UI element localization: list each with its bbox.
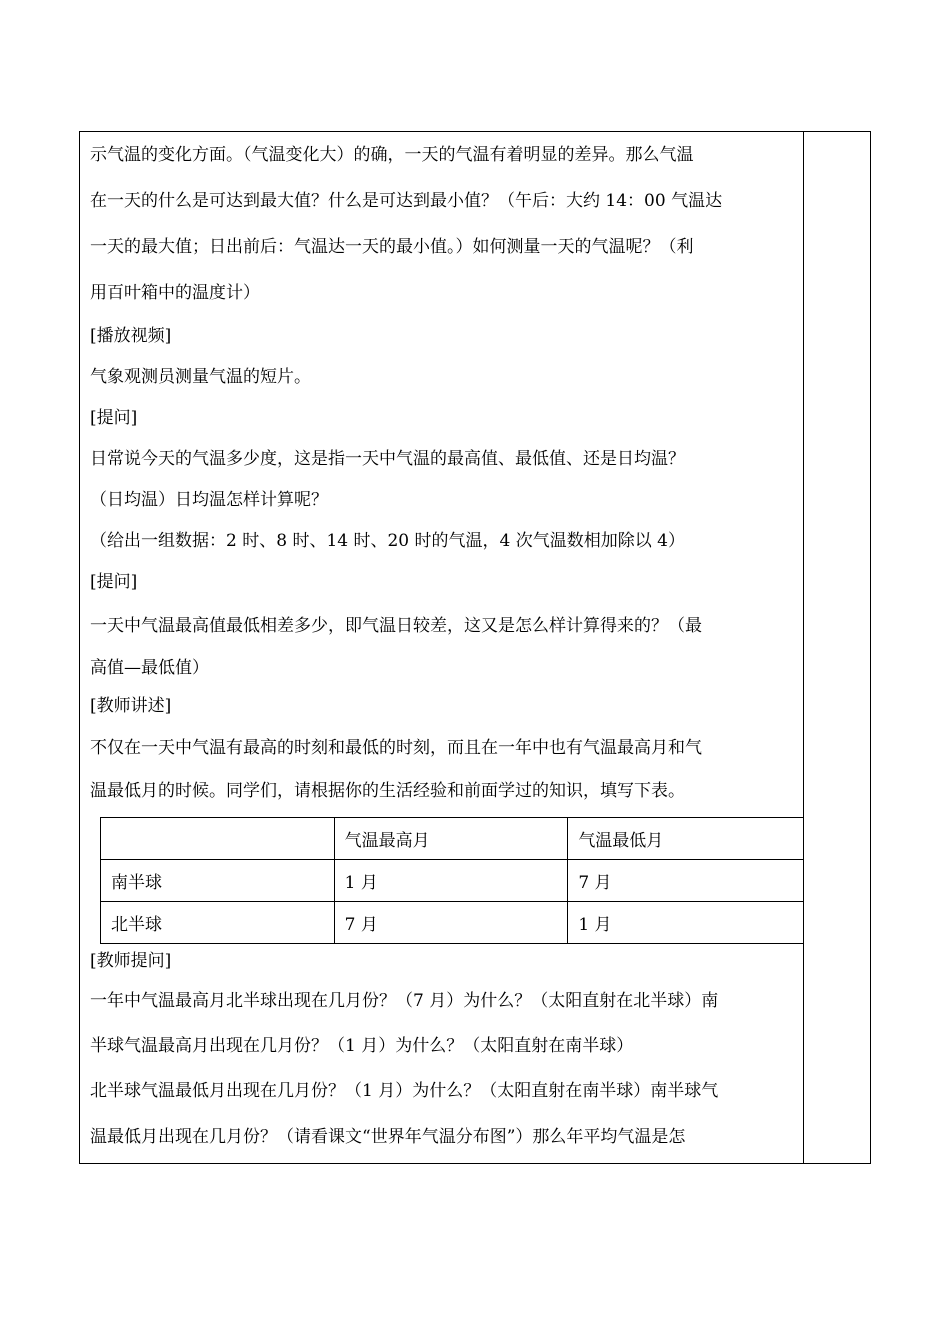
table-cell: 1 月 (568, 902, 804, 944)
intro-line-1: 示气温的变化方面。（气温变化大）的确，一天的气温有着明显的差异。那么气温 (90, 145, 694, 165)
temperature-month-table (100, 817, 804, 944)
question1-line-1: 日常说今天的气温多少度，这是指一天中气温的最高值、最低值、还是日均温？ (90, 449, 685, 469)
table-header-row (101, 818, 804, 860)
question2-line-1: 一天中气温最高值最低相差多少，即气温日较差，这又是怎么样计算得来的？（最 (90, 616, 702, 636)
question1-heading: [提问] (90, 408, 138, 428)
intro-paragraph (90, 132, 793, 316)
teacher-question-line-3: 北半球气温最低月出现在几月份？（1 月）为什么？（太阳直射在南半球）南半球气 (90, 1081, 719, 1101)
question1-line-2: （日均温）日均温怎样计算呢？ (90, 490, 328, 510)
question1-line-3: （给出一组数据：2 时、8 时、14 时、20 时的气温，4 次气温数相加除以 4） (90, 531, 685, 551)
table-row (101, 860, 804, 902)
notes-column-cell (804, 132, 870, 1163)
teacher-question-paragraph (90, 978, 793, 1160)
teacher-question-heading: [教师提问] (90, 951, 172, 971)
teacher-heading: [教师讲述] (90, 696, 172, 716)
teacher-question-line-4: 温最低月出现在几月份？（请看课文“世界年气温分布图”）那么年平均气温是怎 (90, 1127, 686, 1147)
video-text: 气象观测员测量气温的短片。 (90, 367, 311, 387)
teacher-question-line-1: 一年中气温最高月北半球出现在几月份？（7 月）为什么？（太阳直射在北半球）南 (90, 991, 719, 1011)
question2-paragraph (90, 603, 793, 687)
teacher-line-1: 不仅在一天中气温有最高的时刻和最低的时刻，而且在一年中也有气温最高月和气 (90, 738, 702, 758)
table-cell: 南半球 (101, 860, 335, 902)
table-cell: 北半球 (101, 902, 335, 944)
teacher-question-line-2: 半球气温最高月出现在几月份？（1 月）为什么？（太阳直射在南半球） (90, 1036, 634, 1056)
intro-line-4: 用百叶箱中的温度计） (90, 283, 260, 303)
table-header-cell: 气温最高月 (334, 818, 568, 860)
video-heading: [播放视频] (90, 326, 172, 346)
table-cell: 7 月 (568, 860, 804, 902)
teacher-paragraph (90, 725, 793, 811)
question2-heading: [提问] (90, 572, 138, 592)
lesson-plan-frame (79, 131, 871, 1164)
table-row (101, 902, 804, 944)
intro-line-3: 一天的最大值；日出前后：气温达一天的最小值。）如何测量一天的气温呢？（利 (90, 237, 694, 257)
question2-line-2: 高值—最低值） (90, 658, 209, 678)
table-header-cell (101, 818, 335, 860)
table-cell: 1 月 (334, 860, 568, 902)
teacher-line-2: 温最低月的时候。同学们，请根据你的生活经验和前面学过的知识，填写下表。 (90, 781, 685, 801)
table-header-cell: 气温最低月 (568, 818, 804, 860)
table-cell: 7 月 (334, 902, 568, 944)
lesson-content-cell (80, 132, 804, 1163)
intro-line-2: 在一天的什么是可达到最大值？什么是可达到最小值？（午后：大约 14：00 气温达 (90, 191, 723, 211)
